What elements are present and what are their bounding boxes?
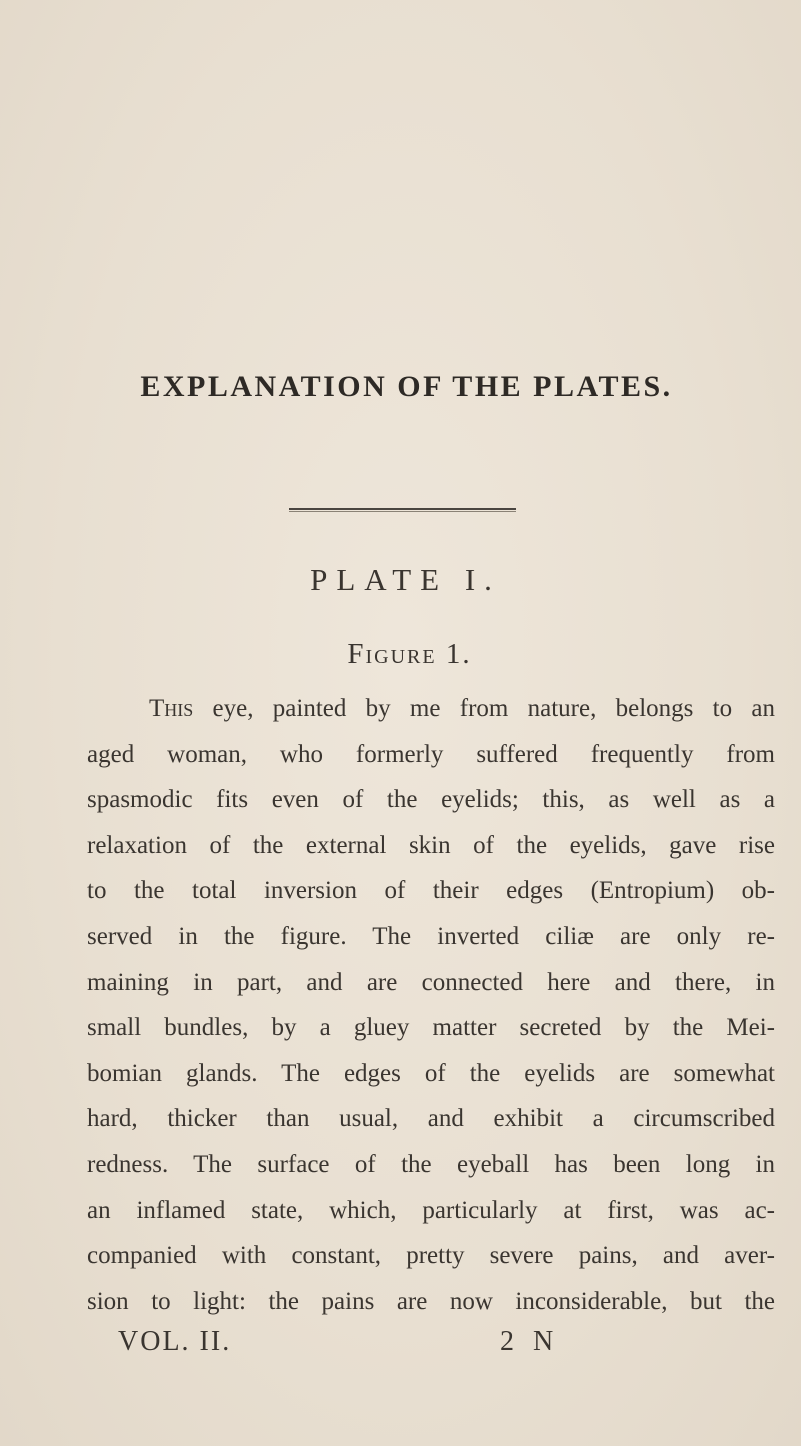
paragraph-line: to the total inversion of their edges (Entropium) ob- <box>87 877 775 905</box>
paragraph-line: relaxation of the external skin of the eyelids, gave rise <box>87 831 775 859</box>
paragraph-line: an inflamed state, which, particularly at first, was ac- <box>87 1196 775 1224</box>
paragraph-line: small bundles, by a gluey matter secreted by the Mei- <box>87 1014 775 1042</box>
figure-title: Figure 1. <box>347 638 472 670</box>
paragraph-line: redness. The surface of the eyeball has been long in <box>87 1150 775 1178</box>
paragraph-line: companied with constant, pretty severe pains, and aver- <box>87 1242 775 1270</box>
volume-label: VOL. II. <box>118 1326 232 1357</box>
body-paragraph <box>87 686 775 1324</box>
paragraph-line: served in the figure. The inverted ciliæ are only re- <box>87 922 775 950</box>
page-footer <box>118 1326 638 1366</box>
paragraph-line: spasmodic fits even of the eyelids; this, as well as a <box>87 786 775 814</box>
paragraph-first-word: This <box>149 695 194 722</box>
paragraph-line: bomian glands. The edges of the eyelids are somewhat <box>87 1059 775 1087</box>
paragraph-line: sion to light: the pains are now inconsiderable, but the <box>87 1287 775 1315</box>
plate-title: PLATE I. <box>310 562 501 597</box>
page-heading: EXPLANATION OF THE PLATES. <box>140 370 673 403</box>
paragraph-line: aged woman, who formerly suffered frequently from <box>87 740 775 768</box>
paragraph-line: maining in part, and are connected here and there, in <box>87 968 775 996</box>
signature-mark: 2 N <box>500 1326 560 1357</box>
paragraph-line <box>87 686 775 732</box>
paragraph-line: hard, thicker than usual, and exhibit a circumscribed <box>87 1105 775 1133</box>
paragraph-line-text: eye, painted by me from nature, belongs to an <box>193 695 775 722</box>
heading-rule <box>289 508 516 512</box>
